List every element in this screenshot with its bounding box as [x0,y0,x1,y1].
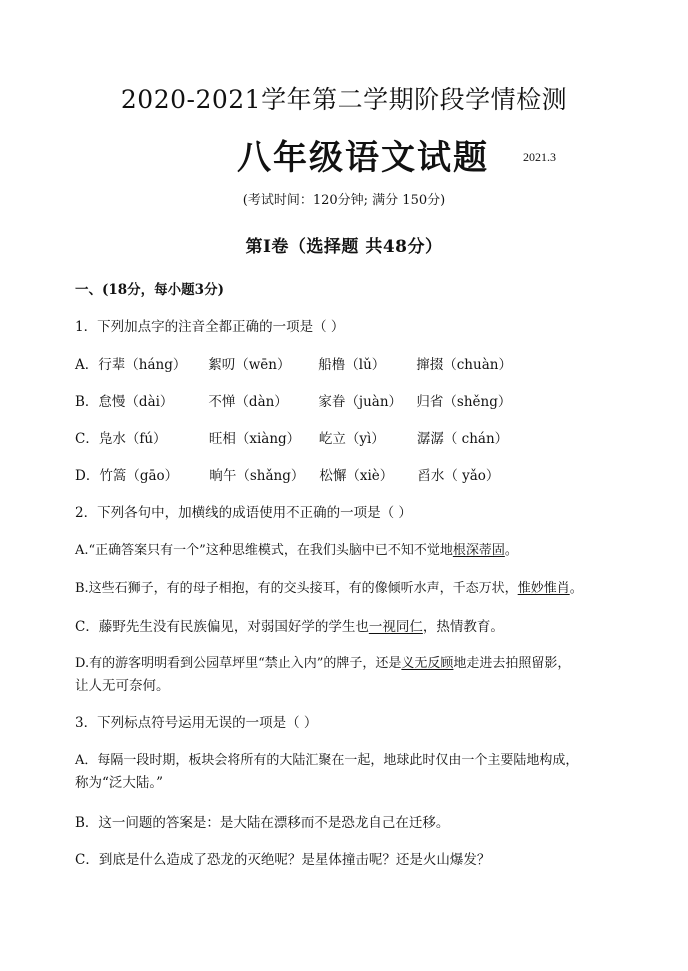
exam-date: 2021.3 [523,150,556,164]
q2-option-c [75,617,504,637]
exam-title: 2020-2021学年第二学期阶段学情检测 [120,85,568,114]
q2-stem: 2．下列各句中，加横线的成语使用不正确的一项是（ ） [75,505,412,521]
q3-option-c: C．到底是什么造成了恐龙的灭绝呢？是星体撞击呢？还是火山爆发？ [75,852,491,868]
q1-option-b [75,392,511,412]
option-text: A.“正确答案只有一个”这种思维模式，在我们头脑中已不知不觉地 [75,543,453,558]
option-item: 凫水（fú） [98,431,167,447]
option-item: 晌午（shǎng） [209,468,305,484]
option-label: B． [75,394,99,410]
q3-option-a-cont: 称为“泛大陆。” [75,775,164,791]
option-item: 竹篙（gāo） [99,468,179,484]
option-item: 怠慢（dài） [98,394,174,410]
option-text: B.这些石狮子，有的母子相抱，有的交头接耳，有的像倾听水声，千态万状， [75,581,518,596]
option-text: 。 [504,543,518,558]
option-item: 归省（shěng） [416,394,512,410]
q1-option-d [75,466,499,486]
q3-stem: 3．下列标点符号运用无误的一项是（ ） [75,715,318,731]
option-item: 旺相（xiàng） [208,431,301,447]
underlined-idiom: 义无反顾 [401,656,454,671]
q3-option-a: A．每隔一段时期，板块会将所有的大陆汇聚在一起，地球此时仅由一个主要陆地构成， [75,753,579,768]
option-item: 屹立（yì） [318,431,385,447]
option-item: 絮叨（wēn） [208,357,291,373]
q2-option-d-cont: 让人无可奈何。 [75,678,170,694]
underlined-idiom: 惟妙惟肖 [517,581,570,596]
option-text: 地走进去拍照留影， [453,656,571,671]
volume-title: 第Ⅰ卷（选择题 共48分） [245,237,443,257]
option-item: 撺掇（chuàn） [416,357,512,373]
q2-option-d [75,654,570,674]
q1-option-c [75,429,508,449]
option-text: C．藤野先生没有民族偏见，对弱国好学的学生也 [75,619,369,635]
option-item: 不惮（dàn） [208,394,288,410]
option-text: ，热情教育。 [422,619,504,635]
underlined-idiom: 一视同仁 [368,619,423,635]
option-item: 船橹（lǔ） [318,357,386,373]
underlined-idiom: 根深蒂固 [452,543,505,558]
part1-title: 一、(18分，每小题3分) [75,282,224,298]
option-label: D． [75,468,100,484]
option-item: 家眷（juàn） [318,394,403,410]
option-label: C． [75,431,99,447]
option-item: 松懈（xiè） [319,468,394,484]
q1-option-a [75,355,512,375]
option-text: 。 [569,581,583,596]
subject-title: 八年级语文试题 [237,138,489,178]
exam-note: (考试时间：120分钟; 满分 150分) [242,193,446,208]
q1-stem: 1．下列加点字的注音全都正确的一项是（ ） [75,319,345,335]
option-item: 舀水（ yǎo） [417,468,500,484]
q2-option-b [75,579,583,599]
q3-option-b: B．这一问题的答案是：是大陆在漂移而不是恐龙自己在迁移。 [75,815,450,831]
option-item: 行辈（háng） [98,357,187,373]
option-text: D.有的游客明明看到公园草坪里“禁止入内”的牌子，还是 [75,656,402,671]
option-label: A． [75,357,99,373]
q2-option-a [75,541,518,561]
option-item: 潺潺（ chán） [416,431,509,447]
